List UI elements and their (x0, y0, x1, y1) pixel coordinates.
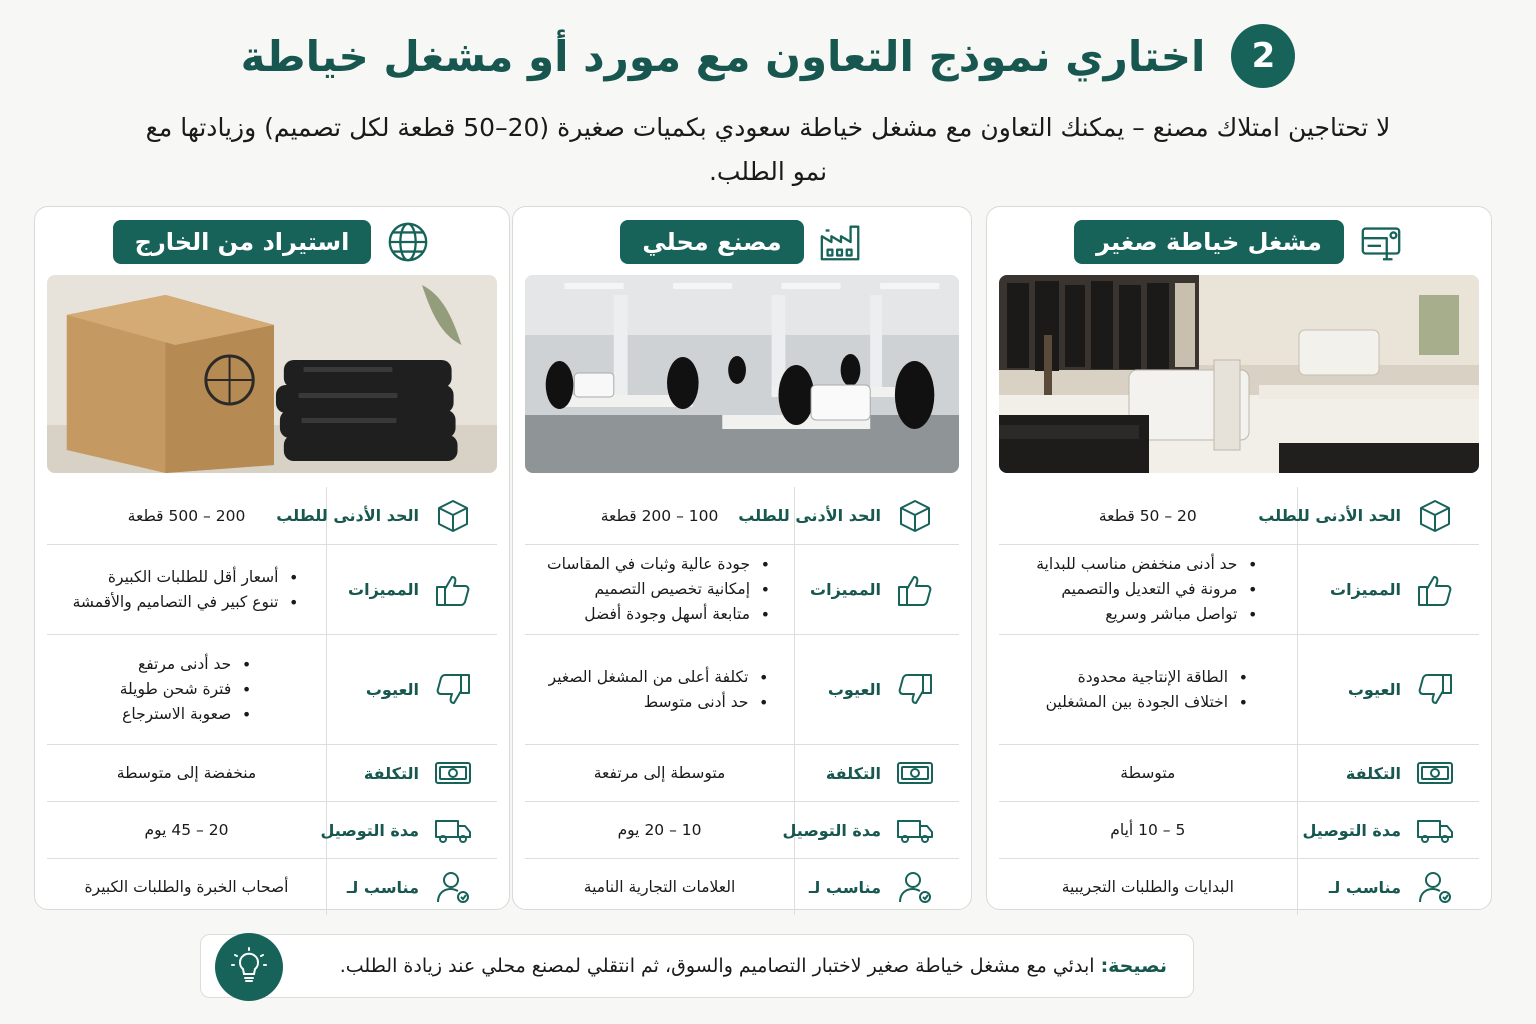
tip-box (200, 934, 1194, 998)
min-order-value: 100 – 200 قطعة (600, 506, 719, 525)
page-header (0, 24, 1536, 194)
box-icon (895, 496, 935, 536)
pros-row: المميزات • أسعار أقل للطلبات الكبيرة • تنوع كبير في التصاميم والأقمشة (47, 545, 497, 635)
workshop-sewing-machine-photo (999, 275, 1479, 473)
cons-item: • حد أدنى مرتفع (120, 652, 254, 677)
money-icon (1415, 753, 1455, 793)
user-check-icon (433, 867, 473, 907)
box-icon (433, 496, 473, 536)
cost-row: التكلفة متوسطة إلى مرتفعة (525, 745, 959, 802)
delivery-row: مدة التوصيل 20 – 45 يوم (47, 802, 497, 859)
options-comparison (34, 206, 1492, 910)
truck-icon (895, 810, 935, 850)
pros-row: المميزات • جودة عالية وثبات في المقاسات • إمكانية تخصيص التصميم • متابعة أسهل وجودة أفضل (525, 545, 959, 635)
thumbs-down-icon (433, 670, 473, 710)
suitable-value: أصحاب الخبرة والطلبات الكبيرة (84, 878, 289, 896)
cons-item: • الطاقة الإنتاجية محدودة (1046, 665, 1250, 690)
step-number-badge: 2 (1231, 24, 1295, 88)
tip-body: ابدئي مع مشغل خياطة صغير لاختبار التصاميم والسوق، ثم انتقلي لمصنع محلي عند زيادة الطلب. (339, 955, 1095, 977)
tip-label: نصيحة: (1100, 955, 1167, 977)
thumbs-up-icon (1415, 570, 1455, 610)
truck-icon (433, 810, 473, 850)
delivery-value: 5 – 10 أيام (1110, 821, 1186, 839)
cons-item: • حد أدنى متوسط (549, 690, 771, 715)
cost-value: منخفضة إلى متوسطة (116, 764, 257, 782)
factory-floor-photo (525, 275, 959, 473)
suitable-row: مناسب لـ أصحاب الخبرة والطلبات الكبيرة (47, 859, 497, 915)
truck-icon (1415, 810, 1455, 850)
delivery-row: مدة التوصيل 10 – 20 يوم (525, 802, 959, 859)
card-title: مصنع محلي (620, 220, 803, 264)
money-icon (895, 753, 935, 793)
suitable-row: مناسب لـ البدايات والطلبات التجريبية (999, 859, 1479, 915)
card-title: مشغل خياطة صغير (1074, 220, 1344, 264)
delivery-row: مدة التوصيل 5 – 10 أيام (999, 802, 1479, 859)
pros-item: • مرونة في التعديل والتصميم (1036, 577, 1259, 602)
cons-item: • اختلاف الجودة بين المشغلين (1046, 690, 1250, 715)
cons-row: العيوب • تكلفة أعلى من المشغل الصغير • حد أدنى متوسط (525, 635, 959, 745)
card-local-factory (512, 206, 972, 910)
min-order-value: 20 – 50 قطعة (1098, 506, 1197, 525)
user-check-icon (895, 867, 935, 907)
page-title: اختاري نموذج التعاون مع مورد أو مشغل خياطة (240, 31, 1206, 81)
tip-text (201, 955, 1167, 977)
pros-item: • تنوع كبير في التصاميم والأقمشة (73, 590, 301, 615)
cons-item: • فترة شحن طويلة (120, 677, 254, 702)
cons-item: • تكلفة أعلى من المشغل الصغير (549, 665, 771, 690)
cost-row: التكلفة منخفضة إلى متوسطة (47, 745, 497, 802)
card-small-workshop (986, 206, 1492, 910)
pros-item: • أسعار أقل للطلبات الكبيرة (73, 565, 301, 590)
shipping-box-photo (47, 275, 497, 473)
cost-value: متوسطة إلى مرتفعة (593, 764, 726, 782)
money-icon (433, 753, 473, 793)
min-order-value: 200 – 500 قطعة (127, 506, 246, 525)
globe-icon (385, 219, 431, 265)
thumbs-up-icon (895, 570, 935, 610)
lightbulb-icon (215, 933, 283, 1001)
cons-row: العيوب • حد أدنى مرتفع • فترة شحن طويلة • صعوبة الاسترجاع (47, 635, 497, 745)
thumbs-down-icon (1415, 670, 1455, 710)
pros-item: • حد أدنى منخفض مناسب للبداية (1036, 552, 1259, 577)
box-icon (1415, 496, 1455, 536)
min-order-row: الحد الأدنى للطلب 200 – 500 قطعة (47, 487, 497, 545)
delivery-value: 20 – 45 يوم (144, 821, 229, 839)
delivery-value: 10 – 20 يوم (617, 821, 702, 839)
pros-item: • متابعة أسهل وجودة أفضل (547, 602, 772, 627)
card-import (34, 206, 510, 910)
user-check-icon (1415, 867, 1455, 907)
cons-item: • صعوبة الاسترجاع (120, 702, 254, 727)
pros-item: • تواصل مباشر وسريع (1036, 602, 1259, 627)
pros-item: • جودة عالية وثبات في المقاسات (547, 552, 772, 577)
suitable-value: العلامات التجارية النامية (583, 878, 736, 896)
min-order-row: الحد الأدنى للطلب 20 – 50 قطعة (999, 487, 1479, 545)
pros-row: المميزات • حد أدنى منخفض مناسب للبداية • مرونة في التعديل والتصميم • تواصل مباشر وسريع (999, 545, 1479, 635)
cost-value: متوسطة (1120, 764, 1176, 782)
cost-row: التكلفة متوسطة (999, 745, 1479, 802)
suitable-row: مناسب لـ العلامات التجارية النامية (525, 859, 959, 915)
card-title: استيراد من الخارج (113, 220, 372, 264)
min-order-row: الحد الأدنى للطلب 100 – 200 قطعة (525, 487, 959, 545)
thumbs-down-icon (895, 670, 935, 710)
suitable-value: البدايات والطلبات التجريبية (1061, 878, 1234, 896)
sewing-machine-icon (1358, 219, 1404, 265)
thumbs-up-icon (433, 570, 473, 610)
pros-item: • إمكانية تخصيص التصميم (547, 577, 772, 602)
cons-row: العيوب • الطاقة الإنتاجية محدودة • اختلاف الجودة بين المشغلين (999, 635, 1479, 745)
factory-icon (818, 219, 864, 265)
page-subtitle: لا تحتاجين امتلاك مصنع – يمكنك التعاون مع مشغل خياطة سعودي بكميات صغيرة (20–50 قطعة لكل تصميم) وزيادتها مع نمو الطلب. (145, 113, 1391, 186)
